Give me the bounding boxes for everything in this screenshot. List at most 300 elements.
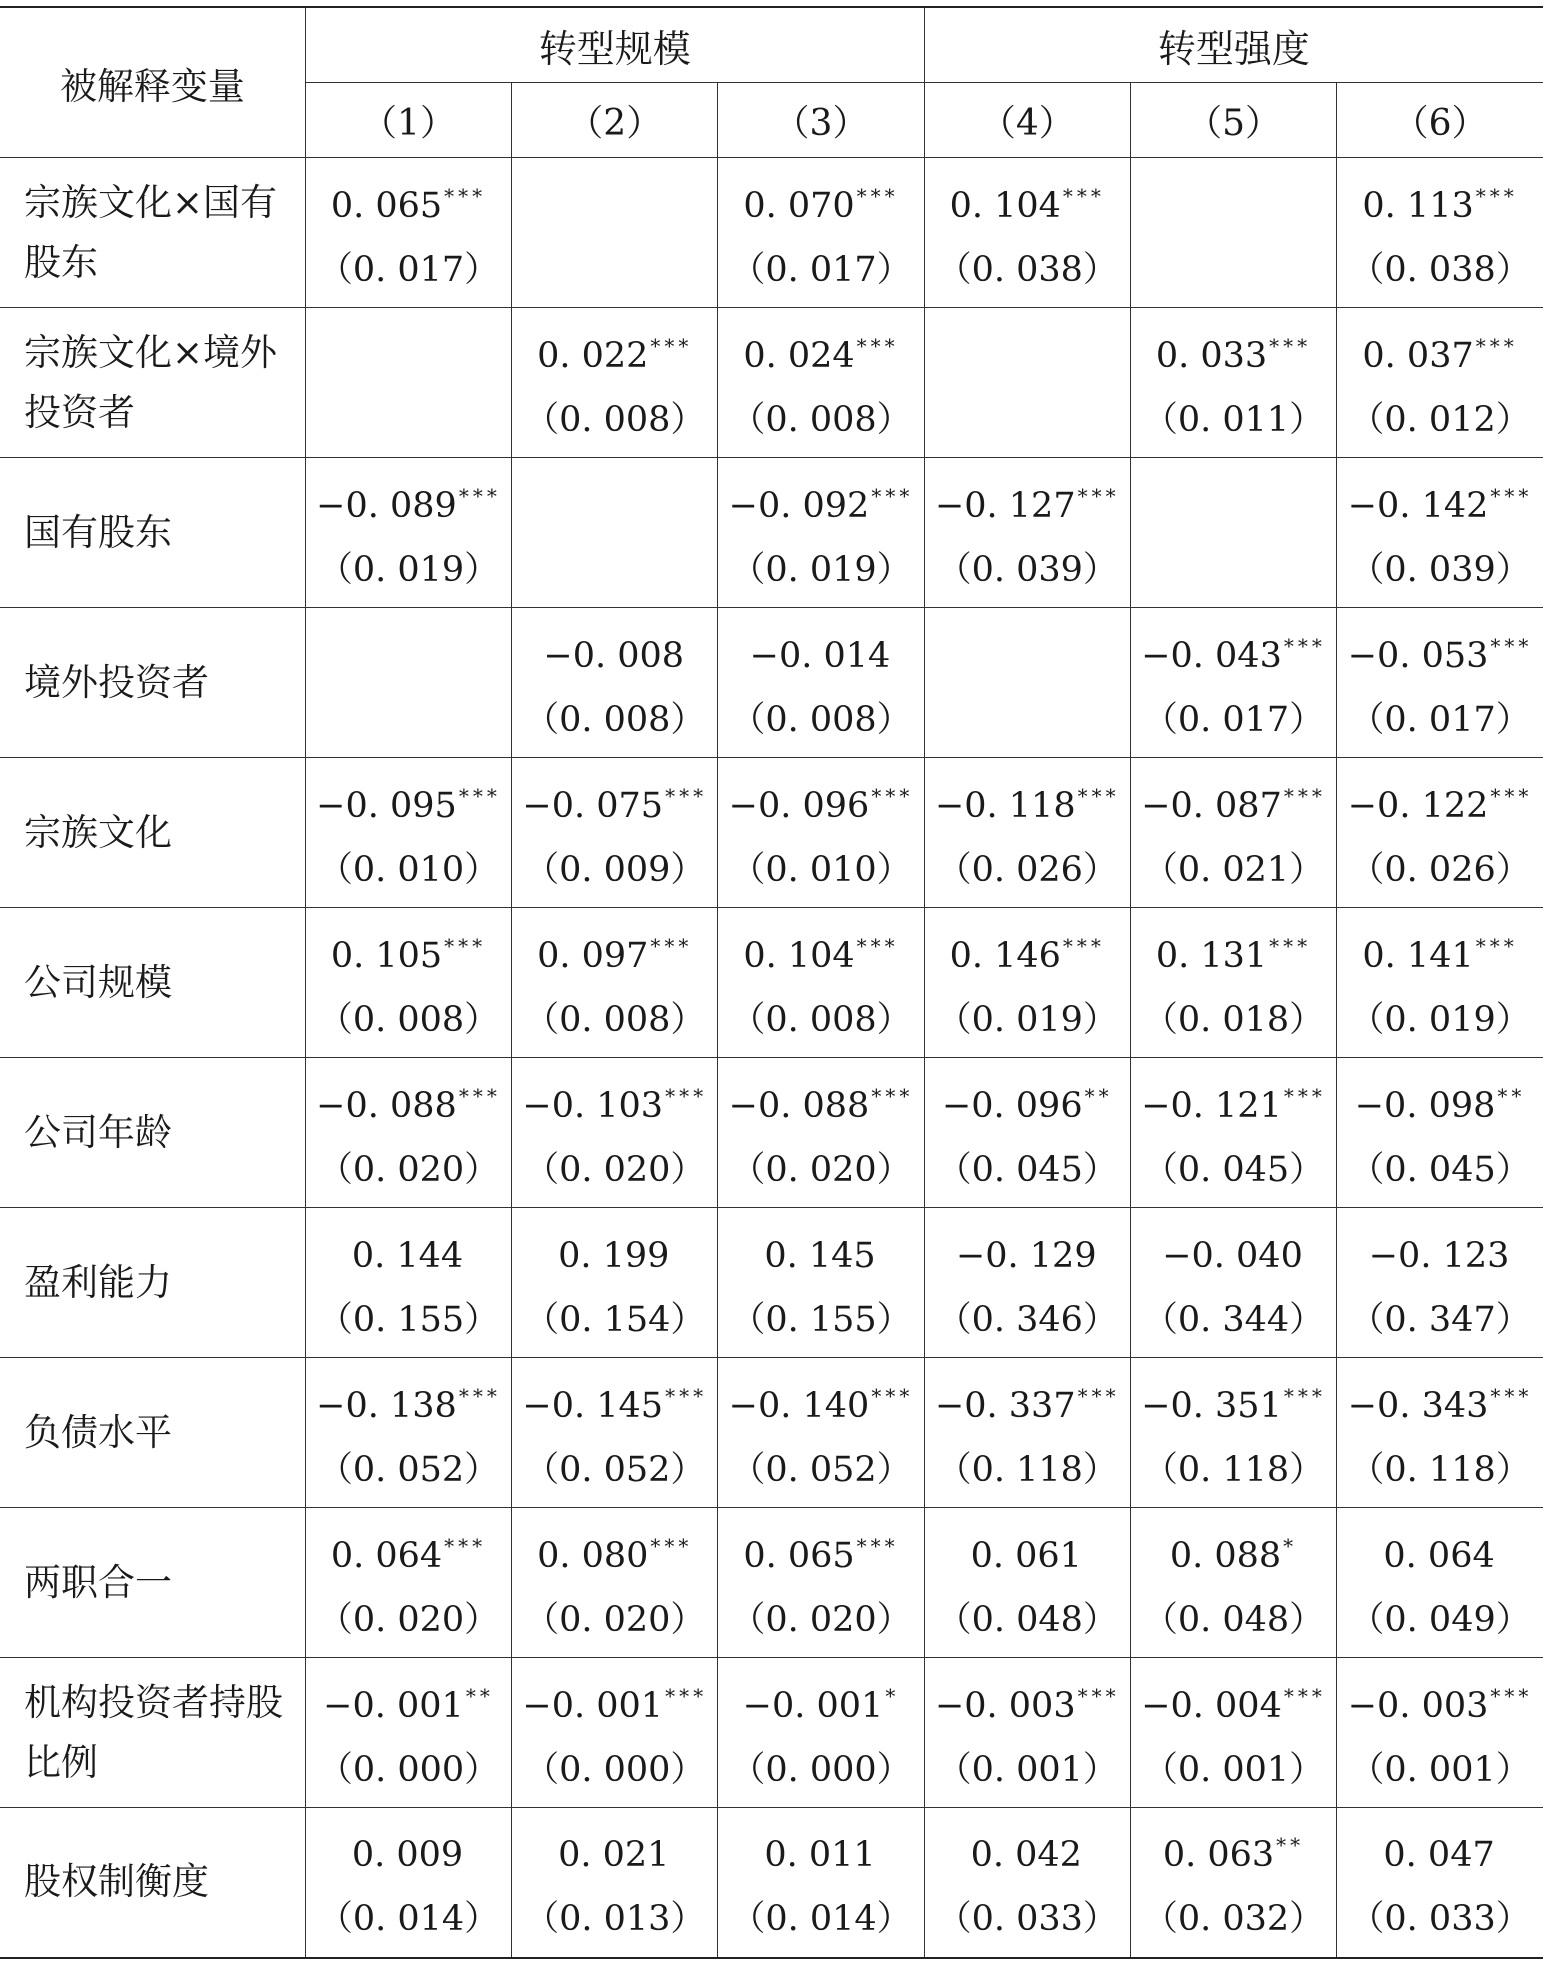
estimate-value: −0. 095 bbox=[316, 785, 457, 826]
significance-stars: *** bbox=[856, 183, 899, 208]
coefficient-cell bbox=[924, 758, 1130, 908]
coefficient-cell bbox=[305, 458, 511, 608]
estimate-value: 0. 065 bbox=[330, 185, 443, 226]
estimate-value: −0. 127 bbox=[934, 485, 1076, 526]
significance-stars: *** bbox=[1077, 483, 1120, 508]
coefficient-cell bbox=[718, 758, 924, 908]
table-row bbox=[0, 758, 1543, 908]
table-row bbox=[0, 458, 1543, 608]
standard-error: （0. 020） bbox=[524, 1149, 706, 1190]
coefficient-cell bbox=[718, 1808, 924, 1958]
coefficient-cell bbox=[1130, 1658, 1336, 1808]
standard-error: （0. 045） bbox=[1142, 1149, 1325, 1190]
coefficient-estimate bbox=[718, 459, 923, 533]
coefficient-cell bbox=[1130, 158, 1336, 308]
standard-error: （0. 008） bbox=[524, 699, 706, 740]
coefficient-estimate bbox=[1337, 1359, 1543, 1433]
standard-error bbox=[512, 533, 717, 607]
coefficient-cell bbox=[512, 1808, 718, 1958]
coefficient-estimate bbox=[1131, 309, 1336, 383]
standard-error: （0. 052） bbox=[317, 1449, 500, 1490]
coefficient-estimate bbox=[1131, 1059, 1336, 1133]
coefficient-estimate bbox=[512, 309, 717, 383]
standard-error: （0. 052） bbox=[730, 1449, 912, 1490]
table-row bbox=[0, 1358, 1543, 1508]
coefficient-cell bbox=[718, 158, 924, 308]
coefficient-estimate bbox=[1131, 1509, 1336, 1583]
coefficient-estimate bbox=[718, 609, 923, 683]
coefficient-estimate bbox=[718, 1209, 923, 1283]
standard-error: （0. 154） bbox=[524, 1299, 706, 1340]
significance-stars: *** bbox=[1490, 1683, 1533, 1708]
significance-stars: *** bbox=[1490, 1383, 1533, 1408]
standard-error: （0. 008） bbox=[317, 999, 500, 1040]
coefficient-cell bbox=[1130, 1808, 1336, 1958]
standard-error: （0. 014） bbox=[317, 1899, 500, 1940]
estimate-value: 0. 047 bbox=[1383, 1835, 1495, 1876]
coefficient-cell bbox=[924, 608, 1130, 758]
standard-error: （0. 017） bbox=[730, 249, 912, 290]
significance-stars: ** bbox=[1497, 1083, 1526, 1108]
estimate-value: 0. 080 bbox=[537, 1535, 649, 1576]
estimate-value: 0. 065 bbox=[743, 1535, 855, 1576]
standard-error: （0. 021） bbox=[1142, 849, 1325, 890]
coefficient-cell bbox=[512, 1658, 718, 1808]
coefficient-cell bbox=[305, 308, 511, 458]
header-row-groups bbox=[0, 7, 1543, 83]
coefficient-estimate bbox=[306, 1659, 511, 1733]
estimate-value: −0. 096 bbox=[728, 785, 870, 826]
regression-table bbox=[0, 6, 1543, 1959]
coefficient-estimate bbox=[718, 1359, 923, 1433]
estimate-value: 0. 145 bbox=[764, 1235, 876, 1276]
significance-stars: *** bbox=[1490, 783, 1533, 808]
significance-stars: *** bbox=[1490, 633, 1533, 658]
standard-error: （0. 048） bbox=[936, 1599, 1118, 1640]
estimate-value: −0. 145 bbox=[522, 1385, 664, 1426]
coefficient-estimate bbox=[306, 1209, 511, 1283]
estimate-value: −0. 337 bbox=[934, 1385, 1076, 1426]
row-label: 宗族文化 bbox=[0, 758, 305, 908]
significance-stars: *** bbox=[1475, 333, 1518, 358]
table-row bbox=[0, 1208, 1543, 1358]
estimate-value: 0. 097 bbox=[537, 935, 649, 976]
standard-error: （0. 048） bbox=[1142, 1599, 1325, 1640]
coefficient-cell bbox=[1337, 758, 1543, 908]
coefficient-estimate bbox=[306, 609, 511, 683]
column-header: （4） bbox=[924, 83, 1130, 158]
standard-error: （0. 017） bbox=[1142, 699, 1325, 740]
estimate-value: −0. 087 bbox=[1141, 785, 1282, 826]
coefficient-cell bbox=[1337, 608, 1543, 758]
significance-stars: *** bbox=[458, 1383, 501, 1408]
standard-error: （0. 155） bbox=[317, 1299, 500, 1340]
coefficient-estimate bbox=[306, 309, 511, 383]
row-label: 宗族文化×境外投资者 bbox=[0, 308, 305, 458]
column-header: （2） bbox=[512, 83, 718, 158]
coefficient-estimate bbox=[512, 459, 717, 533]
significance-stars: *** bbox=[1475, 933, 1518, 958]
estimate-value: −0. 142 bbox=[1347, 485, 1489, 526]
significance-stars: *** bbox=[458, 783, 501, 808]
estimate-value: −0. 343 bbox=[1347, 1385, 1489, 1426]
estimate-value: −0. 122 bbox=[1347, 785, 1489, 826]
estimate-value: 0. 011 bbox=[764, 1835, 876, 1876]
standard-error: （0. 010） bbox=[317, 849, 500, 890]
standard-error: （0. 155） bbox=[730, 1299, 912, 1340]
coefficient-estimate bbox=[1337, 309, 1543, 383]
coefficient-cell bbox=[1130, 1358, 1336, 1508]
significance-stars: *** bbox=[1062, 183, 1105, 208]
coefficient-estimate bbox=[1131, 1359, 1336, 1433]
coefficient-estimate bbox=[1337, 759, 1543, 833]
coefficient-cell bbox=[1337, 1508, 1543, 1658]
standard-error: （0. 052） bbox=[524, 1449, 706, 1490]
standard-error: （0. 020） bbox=[730, 1599, 912, 1640]
standard-error bbox=[1131, 233, 1336, 307]
coefficient-estimate bbox=[1131, 1659, 1336, 1733]
coefficient-estimate bbox=[512, 909, 717, 983]
coefficient-estimate bbox=[306, 1359, 511, 1433]
standard-error: （0. 009） bbox=[524, 849, 706, 890]
coefficient-cell bbox=[718, 1658, 924, 1808]
standard-error: （0. 008） bbox=[730, 999, 912, 1040]
standard-error: （0. 026） bbox=[1349, 849, 1531, 890]
coefficient-cell bbox=[305, 608, 511, 758]
standard-error: （0. 039） bbox=[1349, 549, 1531, 590]
standard-error: （0. 045） bbox=[1349, 1149, 1531, 1190]
coefficient-cell bbox=[718, 1208, 924, 1358]
row-label: 两职合一 bbox=[0, 1508, 305, 1658]
dependent-variable-label: 被解释变量 bbox=[0, 7, 305, 158]
coefficient-estimate bbox=[512, 1209, 717, 1283]
coefficient-estimate bbox=[1131, 1209, 1336, 1283]
coefficient-estimate bbox=[1337, 1059, 1543, 1133]
estimate-value: −0. 140 bbox=[728, 1385, 870, 1426]
coefficient-estimate bbox=[1131, 909, 1336, 983]
significance-stars: *** bbox=[444, 183, 487, 208]
coefficient-cell bbox=[718, 308, 924, 458]
coefficient-estimate bbox=[925, 1209, 1130, 1283]
row-label: 国有股东 bbox=[0, 458, 305, 608]
coefficient-cell bbox=[305, 908, 511, 1058]
coefficient-estimate bbox=[1337, 459, 1543, 533]
standard-error: （0. 033） bbox=[936, 1899, 1118, 1940]
estimate-value: −0. 123 bbox=[1368, 1235, 1510, 1276]
standard-error: （0. 038） bbox=[1349, 249, 1531, 290]
estimate-value: 0. 141 bbox=[1362, 935, 1474, 976]
significance-stars: *** bbox=[1269, 933, 1312, 958]
table-row bbox=[0, 1508, 1543, 1658]
estimate-value: −0. 043 bbox=[1141, 635, 1282, 676]
coefficient-cell bbox=[305, 1508, 511, 1658]
column-header: （5） bbox=[1130, 83, 1336, 158]
estimate-value: −0. 089 bbox=[316, 485, 457, 526]
standard-error: （0. 346） bbox=[936, 1299, 1118, 1340]
significance-stars: *** bbox=[1475, 183, 1518, 208]
column-header: （1） bbox=[305, 83, 511, 158]
estimate-value: −0. 129 bbox=[955, 1235, 1097, 1276]
significance-stars: *** bbox=[871, 483, 914, 508]
standard-error: （0. 017） bbox=[1349, 699, 1531, 740]
coefficient-estimate bbox=[512, 609, 717, 683]
coefficient-cell bbox=[512, 158, 718, 308]
row-label: 公司规模 bbox=[0, 908, 305, 1058]
table-row bbox=[0, 308, 1543, 458]
standard-error: （0. 032） bbox=[1142, 1899, 1325, 1940]
estimate-value: −0. 092 bbox=[728, 485, 870, 526]
coefficient-estimate bbox=[512, 759, 717, 833]
standard-error bbox=[306, 683, 511, 757]
coefficient-estimate bbox=[1337, 1209, 1543, 1283]
estimate-value: 0. 064 bbox=[330, 1535, 443, 1576]
significance-stars: ** bbox=[465, 1683, 494, 1708]
significance-stars: * bbox=[1283, 1533, 1298, 1558]
coefficient-estimate bbox=[925, 609, 1130, 683]
coefficient-cell bbox=[924, 458, 1130, 608]
significance-stars: *** bbox=[458, 483, 501, 508]
coefficient-estimate bbox=[718, 909, 923, 983]
coefficient-estimate bbox=[1131, 459, 1336, 533]
standard-error: （0. 019） bbox=[1349, 999, 1531, 1040]
coefficient-estimate bbox=[925, 159, 1130, 233]
row-label: 盈利能力 bbox=[0, 1208, 305, 1358]
coefficient-cell bbox=[1337, 1058, 1543, 1208]
standard-error: （0. 012） bbox=[1349, 399, 1531, 440]
estimate-value: −0. 088 bbox=[728, 1085, 870, 1126]
row-label: 境外投资者 bbox=[0, 608, 305, 758]
significance-stars: *** bbox=[650, 1533, 693, 1558]
estimate-value: −0. 351 bbox=[1141, 1385, 1282, 1426]
coefficient-estimate bbox=[925, 309, 1130, 383]
coefficient-cell bbox=[305, 1658, 511, 1808]
estimate-value: −0. 004 bbox=[1141, 1685, 1282, 1726]
coefficient-cell bbox=[1130, 758, 1336, 908]
coefficient-cell bbox=[1130, 608, 1336, 758]
standard-error bbox=[512, 233, 717, 307]
coefficient-cell bbox=[1130, 1058, 1336, 1208]
standard-error: （0. 019） bbox=[317, 549, 500, 590]
coefficient-cell bbox=[1337, 308, 1543, 458]
coefficient-estimate bbox=[1131, 159, 1336, 233]
column-header: （6） bbox=[1392, 102, 1488, 144]
table-row bbox=[0, 608, 1543, 758]
table-row bbox=[0, 1058, 1543, 1208]
estimate-value: −0. 001 bbox=[742, 1685, 884, 1726]
coefficient-estimate bbox=[1337, 1659, 1543, 1733]
standard-error: （0. 000） bbox=[317, 1749, 500, 1790]
significance-stars: *** bbox=[1283, 783, 1326, 808]
row-label: 公司年龄 bbox=[0, 1058, 305, 1208]
estimate-value: −0. 008 bbox=[543, 635, 685, 676]
coefficient-cell bbox=[924, 158, 1130, 308]
estimate-value: 0. 105 bbox=[330, 935, 443, 976]
coefficient-estimate bbox=[306, 1059, 511, 1133]
standard-error: （0. 010） bbox=[730, 849, 912, 890]
coefficient-cell bbox=[1130, 308, 1336, 458]
standard-error: （0. 000） bbox=[524, 1749, 706, 1790]
estimate-value: −0. 001 bbox=[323, 1685, 464, 1726]
coefficient-cell bbox=[512, 458, 718, 608]
coefficient-estimate bbox=[718, 159, 923, 233]
standard-error: （0. 008） bbox=[524, 399, 706, 440]
coefficient-cell bbox=[924, 1508, 1130, 1658]
estimate-value: −0. 003 bbox=[934, 1685, 1076, 1726]
coefficient-estimate bbox=[925, 1359, 1130, 1433]
regression-table-container bbox=[0, 6, 1546, 1959]
significance-stars: ** bbox=[1276, 1833, 1305, 1858]
significance-stars: *** bbox=[665, 1683, 708, 1708]
coefficient-cell bbox=[512, 608, 718, 758]
estimate-value: −0. 003 bbox=[1347, 1685, 1489, 1726]
standard-error: （0. 017） bbox=[317, 249, 500, 290]
standard-error: （0. 033） bbox=[1349, 1899, 1531, 1940]
coefficient-estimate bbox=[1131, 759, 1336, 833]
estimate-value: −0. 053 bbox=[1347, 635, 1489, 676]
estimate-value: 0. 144 bbox=[351, 1235, 464, 1276]
estimate-value: 0. 037 bbox=[1362, 335, 1474, 376]
row-label: 机构投资者持股比例 bbox=[0, 1658, 305, 1808]
coefficient-cell bbox=[512, 758, 718, 908]
coefficient-cell bbox=[1337, 1658, 1543, 1808]
standard-error: （0. 020） bbox=[730, 1149, 912, 1190]
coefficient-estimate bbox=[1337, 1509, 1543, 1583]
coefficient-cell bbox=[305, 1358, 511, 1508]
coefficient-cell bbox=[1130, 908, 1336, 1058]
estimate-value: −0. 103 bbox=[522, 1085, 664, 1126]
standard-error: （0. 347） bbox=[1349, 1299, 1531, 1340]
standard-error: （0. 026） bbox=[936, 849, 1118, 890]
significance-stars: *** bbox=[444, 933, 487, 958]
coefficient-estimate bbox=[718, 1659, 923, 1733]
standard-error: （0. 008） bbox=[730, 399, 912, 440]
coefficient-cell bbox=[512, 1058, 718, 1208]
table-header bbox=[0, 7, 1543, 158]
standard-error: （0. 344） bbox=[1142, 1299, 1325, 1340]
coefficient-cell bbox=[305, 1808, 511, 1958]
standard-error bbox=[306, 383, 511, 457]
standard-error: （0. 020） bbox=[317, 1149, 500, 1190]
coefficient-estimate bbox=[718, 1059, 923, 1133]
table-row bbox=[0, 1808, 1543, 1958]
estimate-value: −0. 121 bbox=[1141, 1085, 1282, 1126]
estimate-value: 0. 061 bbox=[970, 1535, 1082, 1576]
coefficient-estimate bbox=[1337, 159, 1543, 233]
coefficient-cell bbox=[1130, 1508, 1336, 1658]
coefficient-estimate bbox=[925, 1059, 1130, 1133]
significance-stars: *** bbox=[1077, 783, 1120, 808]
coefficient-cell bbox=[512, 1358, 718, 1508]
significance-stars: *** bbox=[1283, 1683, 1326, 1708]
estimate-value: −0. 098 bbox=[1354, 1085, 1496, 1126]
estimate-value: 0. 104 bbox=[949, 185, 1061, 226]
coefficient-estimate bbox=[718, 1808, 923, 1882]
significance-stars: *** bbox=[1490, 483, 1533, 508]
coefficient-cell bbox=[924, 1808, 1130, 1958]
estimate-value: 0. 088 bbox=[1169, 1535, 1282, 1576]
standard-error: （0. 049） bbox=[1349, 1599, 1531, 1640]
group-header-scale: 转型规模 bbox=[305, 7, 924, 83]
significance-stars: *** bbox=[871, 1083, 914, 1108]
estimate-value: −0. 118 bbox=[934, 785, 1076, 826]
standard-error: （0. 008） bbox=[524, 999, 706, 1040]
table-row bbox=[0, 908, 1543, 1058]
coefficient-cell bbox=[1337, 458, 1543, 608]
significance-stars: *** bbox=[856, 1533, 899, 1558]
coefficient-cell bbox=[512, 1208, 718, 1358]
standard-error: （0. 014） bbox=[730, 1899, 912, 1940]
coefficient-estimate bbox=[512, 1659, 717, 1733]
standard-error: （0. 018） bbox=[1142, 999, 1325, 1040]
standard-error: （0. 020） bbox=[317, 1599, 500, 1640]
coefficient-estimate bbox=[306, 159, 511, 233]
standard-error: （0. 045） bbox=[936, 1149, 1118, 1190]
coefficient-cell bbox=[512, 1508, 718, 1658]
significance-stars: *** bbox=[665, 1383, 708, 1408]
significance-stars: * bbox=[885, 1683, 900, 1708]
coefficient-cell bbox=[1337, 1808, 1543, 1958]
coefficient-cell bbox=[718, 608, 924, 758]
column-header: （3） bbox=[718, 83, 924, 158]
estimate-value: 0. 009 bbox=[351, 1835, 464, 1876]
table-row bbox=[0, 1658, 1543, 1808]
estimate-value: 0. 033 bbox=[1155, 335, 1268, 376]
coefficient-estimate bbox=[306, 759, 511, 833]
standard-error: （0. 001） bbox=[1349, 1749, 1531, 1790]
coefficient-estimate bbox=[925, 909, 1130, 983]
coefficient-estimate bbox=[925, 1509, 1130, 1583]
significance-stars: *** bbox=[871, 783, 914, 808]
coefficient-estimate bbox=[1337, 909, 1543, 983]
row-label: 股权制衡度 bbox=[0, 1808, 305, 1958]
coefficient-cell bbox=[924, 1208, 1130, 1358]
table-row bbox=[0, 158, 1543, 308]
coefficient-estimate bbox=[1337, 1808, 1543, 1882]
estimate-value: 0. 022 bbox=[537, 335, 649, 376]
estimate-value: 0. 064 bbox=[1383, 1535, 1495, 1576]
coefficient-estimate bbox=[306, 1808, 511, 1882]
estimate-value: −0. 088 bbox=[316, 1085, 457, 1126]
standard-error: （0. 118） bbox=[1142, 1449, 1325, 1490]
standard-error: （0. 000） bbox=[730, 1749, 912, 1790]
coefficient-estimate bbox=[925, 1808, 1130, 1882]
coefficient-cell bbox=[1337, 1208, 1543, 1358]
significance-stars: *** bbox=[444, 1533, 487, 1558]
coefficient-cell bbox=[305, 1058, 511, 1208]
significance-stars: ** bbox=[1084, 1083, 1113, 1108]
significance-stars: *** bbox=[871, 1383, 914, 1408]
estimate-value: 0. 113 bbox=[1362, 185, 1474, 226]
coefficient-cell bbox=[1337, 158, 1543, 308]
coefficient-cell bbox=[1130, 458, 1336, 608]
coefficient-cell bbox=[1130, 1208, 1336, 1358]
coefficient-cell bbox=[305, 158, 511, 308]
estimate-value: −0. 040 bbox=[1162, 1235, 1303, 1276]
coefficient-estimate bbox=[306, 459, 511, 533]
coefficient-cell bbox=[512, 308, 718, 458]
coefficient-estimate bbox=[512, 1059, 717, 1133]
significance-stars: *** bbox=[1269, 333, 1312, 358]
coefficient-cell bbox=[718, 1358, 924, 1508]
standard-error: （0. 001） bbox=[1142, 1749, 1325, 1790]
significance-stars: *** bbox=[458, 1083, 501, 1108]
coefficient-estimate bbox=[718, 1509, 923, 1583]
standard-error: （0. 013） bbox=[524, 1899, 706, 1940]
significance-stars: *** bbox=[650, 933, 693, 958]
standard-error: （0. 039） bbox=[936, 549, 1118, 590]
estimate-value: −0. 014 bbox=[749, 635, 891, 676]
significance-stars: *** bbox=[1077, 1383, 1120, 1408]
